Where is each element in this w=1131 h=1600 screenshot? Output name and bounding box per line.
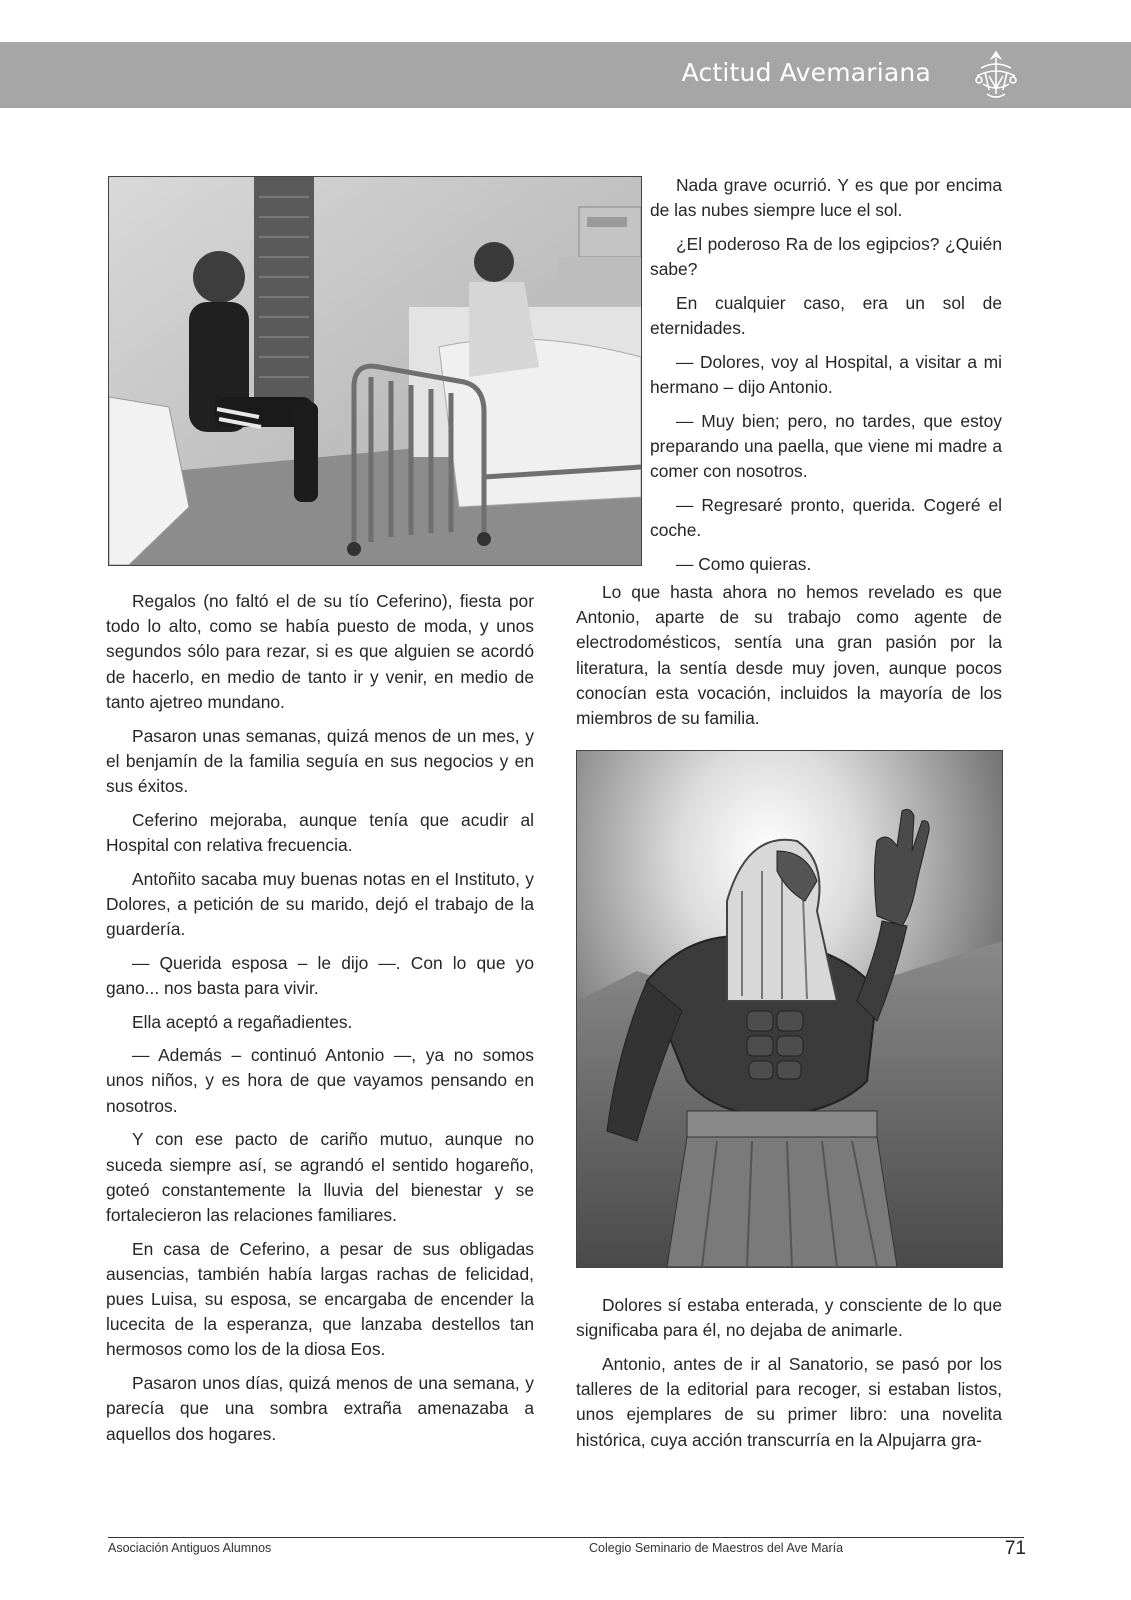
paragraph: Y con ese pacto de cariño mutuo, aunque no suceda siempre así, se agrandó el sentido hogareño, goteó constantemente la lluvia del bienestar y se fortalecieron las relaciones familiares. <box>106 1129 534 1225</box>
page-header <box>0 42 1131 108</box>
right-text-column-bottom <box>576 1293 1002 1453</box>
paragraph: — Dolores, voy al Hospital, a visitar a mi hermano – dijo Antonio. <box>650 351 1002 397</box>
paragraph: Antonio, antes de ir al Sanatorio, se pasó por los talleres de la editorial para recoger, si estaban listos, unos ejemplares de su primer libro: una novelita histórica, cuya acción transcurría en la Alpujarra gra- <box>576 1353 1002 1450</box>
paragraph: En cualquier caso, era un sol de eternidades. <box>650 292 1002 339</box>
footer-school: Colegio Seminario de Maestros del Ave María <box>589 1541 844 1555</box>
footer-association: Asociación Antiguos Alumnos <box>108 1541 272 1555</box>
section-title: Actitud Avemariana <box>681 58 931 87</box>
paragraph: Pasaron unas semanas, quizá menos de un mes, y el benjamín de la familia seguía en sus negocios y en sus éxitos. <box>106 725 534 796</box>
right-text-column-top <box>650 173 1002 577</box>
paragraph: — Muy bien; pero, no tardes, que estoy preparando una paella, que viene mi madre a comer con nosotros. <box>650 410 1002 482</box>
left-text-column <box>106 589 534 1447</box>
paragraph: Pasaron unos días, quizá menos de una semana, y parecía que una sombra extraña amenazaba a aquellos dos hogares. <box>106 1373 534 1444</box>
paragraph: — Además – continuó Antonio —, ya no somos unos niños, y es hora de que vayamos pensando en nosotros. <box>106 1045 534 1116</box>
footer-divider <box>108 1537 1024 1538</box>
paragraph: Antoñito sacaba muy buenas notas en el Instituto, y Dolores, a petición de su marido, dejó el trabajo de la guardería. <box>106 868 534 939</box>
egyptian-god-ra-illustration <box>576 750 1003 1268</box>
paragraph: — Como quieras. <box>676 553 812 574</box>
hospital-visit-photo <box>108 176 642 566</box>
paragraph: Ceferino mejoraba, aunque tenía que acudir al Hospital con relativa frecuencia. <box>106 809 534 855</box>
page-number: 71 <box>1004 1538 1026 1559</box>
paragraph: Nada grave ocurrió. Y es que por encima de las nubes siempre luce el sol. <box>650 175 1002 221</box>
right-text-column-middle <box>576 580 1002 731</box>
paragraph: ¿El poderoso Ra de los egipcios? ¿Quién sabe? <box>650 233 1002 280</box>
paragraph: — Regresaré pronto, querida. Cogeré el coche. <box>650 494 1002 540</box>
paragraph: Dolores sí estaba enterada, y consciente de lo que significaba para él, no dejaba de animarle. <box>576 1295 1002 1341</box>
paragraph: Lo que hasta ahora no hemos revelado es que Antonio, aparte de su trabajo como agente de electrodomésticos, sentía una gran pasión por la literatura, la sentía desde muy joven, aunque pocos conocían esta vocación, incluidos la mayoría de los miembros de su familia. <box>576 582 1002 729</box>
paragraph: Ella aceptó a regañadientes. <box>132 1011 353 1032</box>
paragraph: — Querida esposa – le dijo —. Con lo que yo gano... nos basta para vivir. <box>106 952 534 998</box>
paragraph: En casa de Ceferino, a pesar de sus obligadas ausencias, también había largas rachas de felicidad, pues Luisa, su esposa, se encargaba de encender la lucecita de la esperanza, que lanzaba destellos tan hermosos como los de la diosa Eos. <box>106 1238 534 1360</box>
ave-maria-crest-icon <box>967 46 1025 104</box>
paragraph: Regalos (no faltó el de su tío Ceferino), fiesta por todo lo alto, como se había puesto de moda, y unos segundos sólo para rezar, si es que alguien se acordó de hacerlo, en medio de tanto ir y venir, en medio de tanto ajetreo mundano. <box>106 591 534 712</box>
